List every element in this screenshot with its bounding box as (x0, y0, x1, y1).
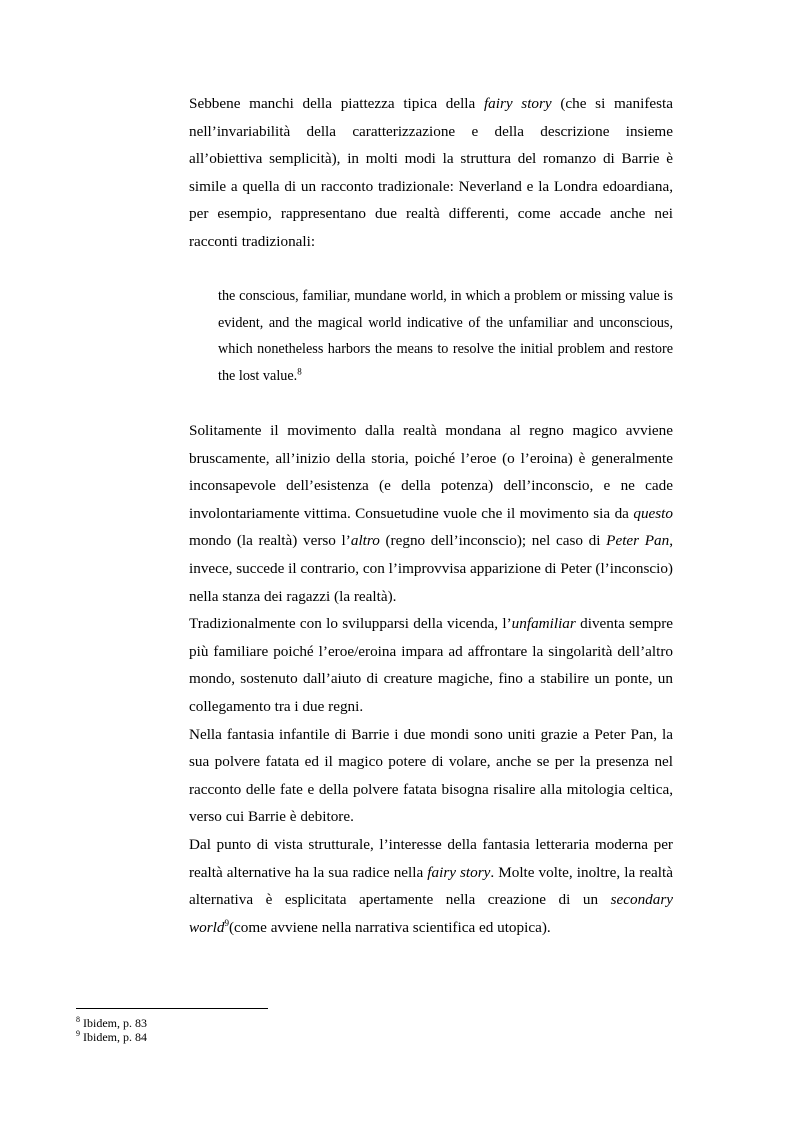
footnote-item (76, 1016, 147, 1030)
paragraph-tradition: Tradizionalmente con lo svilupparsi della vicenda, l’unfamiliar diventa sempre più familiare poiché l’eroe/eroina impara ad affrontare la singolarità dell’altro mondo, sostenuto dall’aiuto di creature magiche, fino a stabilire un ponte, un collegamento tra i due regni. (189, 615, 674, 715)
quote-text: the conscious, familiar, mundane world, in which a problem or missing value is evident, and the magical world indicative of the unfamiliar and unconscious, which nonetheless harbors the means to resolve the initial problem and restore the lost value. (218, 288, 673, 384)
footnote-reference[interactable]: 8 (297, 365, 302, 376)
footnotes (76, 1016, 147, 1044)
footnote-text: Ibidem, p. 84 (80, 1030, 147, 1044)
footnote-text: Ibidem, p. 83 (80, 1016, 147, 1030)
body-paragraphs (189, 417, 673, 941)
paragraph-fantasy: Nella fantasia infantile di Barrie i due mondi sono uniti grazie a Peter Pan, la sua polvere fatata ed il magico potere di volare, anche se per la presenza nel racconto delle fate e della polvere fatata bisogna risalire alla mitologia celtica, verso cui Barrie è debitore. (189, 725, 673, 826)
italic-term: unfamiliar (511, 615, 576, 633)
italic-term: fairy story (427, 863, 491, 881)
italic-term: fairy story (483, 95, 552, 112)
italic-term: altro (350, 532, 380, 550)
footnote-item (76, 1030, 147, 1044)
paragraph-movement: Solitamente il movimento dalla realtà mondana al regno magico avviene bruscamente, all’inizio della storia, poiché l’eroe (o l’eroina) è generalmente inconsapevole dell’esistenza (e della potenza) dell’inconscio, e ne cade involontariamente vittima. Consuetudine vuole che il movimento sia da questo mondo (la realtà) verso l’altro (regno dell’inconscio); nel caso di Peter Pan, invece, succede il contrario, con l’improvvisa apparizione di Peter (l’inconscio) nella stanza dei ragazzi (la realtà). (189, 422, 673, 605)
footnote-reference[interactable]: 9 (224, 917, 229, 928)
block-quote (218, 283, 673, 389)
paragraph-text: Sebbene manchi della piattezza tipica della (189, 95, 484, 112)
paragraph-text: (che si manifesta nell’invariabilità della caratterizzazione e della descrizione insieme all’obiettiva semplicità), in molti modi la struttura del romanzo di Barrie è simile a quella di un racconto tradizionale: Neverland e la Londra edoardiana, per esempio, rappresentano due realtà differenti, come accade anche nei racconti tradizionali: (189, 95, 673, 250)
footnote-divider (76, 1008, 268, 1009)
italic-term: questo (633, 504, 673, 522)
italic-term: Peter Pan (606, 532, 670, 550)
footnote-number: 9 (76, 1029, 80, 1038)
paragraph-structure: Dal punto di vista strutturale, l’interesse della fantasia letteraria moderna per realtà alternative ha la sua radice nella fairy story. Molte volte, inoltre, la realtà alternativa è esplicitata apertamente nella creazione di un secondary world$^9$(come avviene nella narrativa scientifica ed utopica). (189, 835, 673, 936)
footnote-number: 8 (76, 1015, 80, 1024)
italic-term: secondary world (189, 891, 673, 936)
intro-paragraph (189, 90, 673, 256)
